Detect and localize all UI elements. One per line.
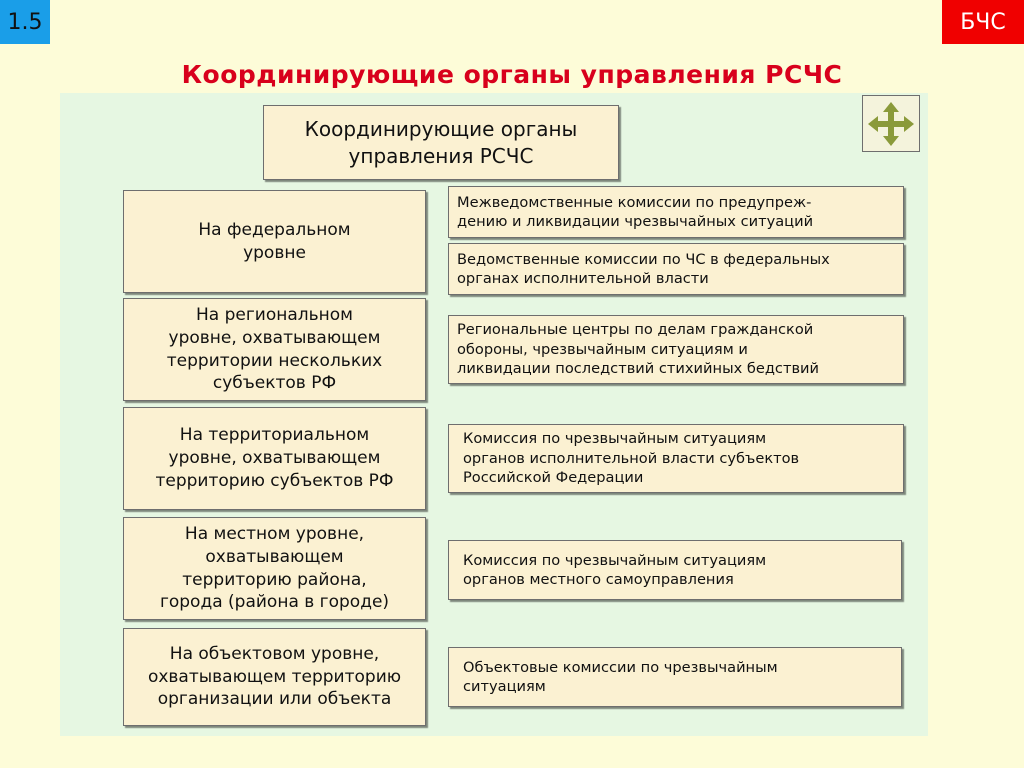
level-federal-box: На федеральном уровне <box>123 190 426 293</box>
commission-object-box: Объектовые комиссии по чрезвычайным ситуациям <box>448 647 902 707</box>
section-badge: БЧС <box>942 0 1024 44</box>
commission-local-box: Комиссия по чрезвычайным ситуациям органов местного самоуправления <box>448 540 902 600</box>
commission-interdepartmental-box: Межведомственные комиссии по предупреж- дению и ликвидации чрезвычайных ситуаций <box>448 186 904 238</box>
level-object-box: На объектовом уровне, охватывающем территорию организации или объекта <box>123 628 426 726</box>
commission-departmental-box: Ведомственные комиссии по ЧС в федеральных органах исполнительной власти <box>448 243 904 295</box>
level-territorial-box: На территориальном уровне, охватывающем территорию субъектов РФ <box>123 407 426 510</box>
level-regional-box: На региональном уровне, охватывающем территории нескольких субъектов РФ <box>123 298 426 401</box>
commission-subjects-box: Комиссия по чрезвычайным ситуациям органов исполнительной власти субъектов Российской Федерации <box>448 424 904 493</box>
level-local-box: На местном уровне, охватывающем территорию района, города (района в городе) <box>123 517 426 620</box>
header-box: Координирующие органы управления РСЧС <box>263 105 619 180</box>
slide-number-badge: 1.5 <box>0 0 50 44</box>
move-arrows-icon <box>867 101 915 147</box>
slide-title: Координирующие органы управления РСЧС <box>181 60 843 89</box>
move-button[interactable] <box>862 95 920 152</box>
commission-regional-centers-box: Региональные центры по делам гражданской обороны, чрезвычайным ситуациям и ликвидации последствий стихийных бедствий <box>448 315 904 384</box>
